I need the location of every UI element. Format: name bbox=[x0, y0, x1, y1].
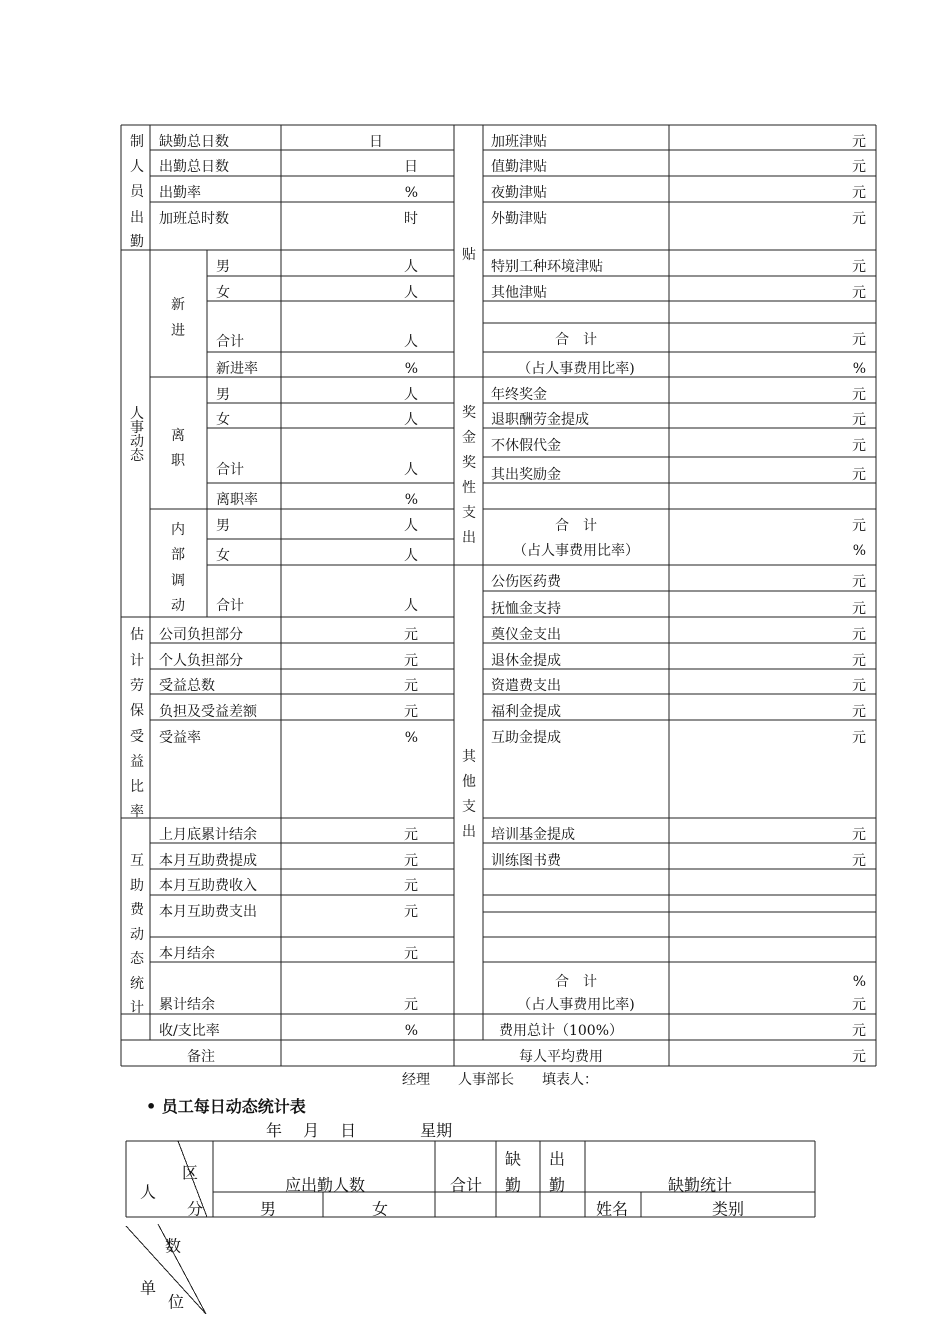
cells-cell-148: 元 bbox=[852, 1023, 866, 1039]
daily-cells-cell-5: 缺 bbox=[504, 1149, 522, 1169]
cells-cell-114: 福利金提成 bbox=[491, 704, 561, 720]
daily-table-cell-texts bbox=[140, 1150, 744, 1312]
cells-cell-124: 计 bbox=[130, 1000, 144, 1016]
cells-cell-7: 出勤总日数 bbox=[159, 159, 229, 175]
cells-cell-72: 退职酬劳金提成 bbox=[491, 412, 589, 428]
cells-cell-28: （占人事费用比率) bbox=[517, 361, 635, 377]
cells-cell-146: % bbox=[404, 1023, 418, 1039]
cells-cell-16: 值勤津贴 bbox=[491, 159, 547, 175]
daily-cells-cell-6: 勤 bbox=[504, 1175, 522, 1195]
daily-table-grid-lines bbox=[126, 1141, 815, 1314]
cells-cell-120: 费 bbox=[130, 902, 144, 918]
cells-cell-65: 金 bbox=[462, 430, 476, 446]
cells-cell-2: 员 bbox=[130, 184, 144, 200]
cells-cell-26: 合 计 bbox=[555, 332, 597, 348]
cells-cell-105: 他 bbox=[462, 774, 476, 790]
cells-cell-64: 奖 bbox=[462, 405, 476, 421]
cells-cell-74: 不休假代金 bbox=[491, 438, 561, 454]
daily-cells-cell-8: 勤 bbox=[548, 1175, 566, 1195]
cells-cell-47: 人 bbox=[404, 387, 418, 403]
cells-cell-88: 劳 bbox=[130, 678, 144, 694]
cells-cell-25: 元 bbox=[852, 285, 866, 301]
cells-cell-44: 离 bbox=[171, 428, 185, 444]
cells-cell-54: 内 bbox=[171, 522, 185, 538]
cells-cell-4: 勤 bbox=[130, 234, 144, 250]
cells-cell-80: （占人事费用比率） bbox=[513, 543, 639, 559]
daily-cells-cell-13: 类别 bbox=[711, 1199, 745, 1219]
cells-cell-131: 本月互助费支出 bbox=[159, 904, 257, 920]
cells-cell-86: 估 bbox=[130, 627, 144, 643]
cells-cell-8: 日 bbox=[404, 159, 418, 175]
cells-cell-112: 资遣费支出 bbox=[491, 678, 561, 694]
cells-cell-78: 合 计 bbox=[555, 518, 597, 534]
cells-cell-99: 元 bbox=[404, 678, 418, 694]
cells-cell-129: 本月互助费收入 bbox=[159, 878, 257, 894]
cells-cell-142: % bbox=[852, 974, 866, 990]
cells-cell-31: 事 bbox=[130, 420, 144, 436]
daily-cells-cell-16: 位 bbox=[167, 1292, 185, 1312]
cells-cell-113: 元 bbox=[852, 678, 866, 694]
cells-cell-97: 元 bbox=[404, 653, 418, 669]
cells-cell-79: 元 bbox=[852, 518, 866, 534]
cells-cell-20: 外勤津贴 bbox=[491, 211, 547, 227]
cells-cell-71: 元 bbox=[852, 387, 866, 403]
daily-cells-cell-10: 男 bbox=[259, 1199, 277, 1219]
cells-cell-84: 抚恤金支持 bbox=[491, 601, 561, 617]
cells-cell-126: 元 bbox=[404, 827, 418, 843]
cells-cell-110: 退休金提成 bbox=[491, 653, 561, 669]
cells-cell-92: 比 bbox=[130, 779, 144, 795]
cells-cell-116: 互助金提成 bbox=[491, 730, 561, 746]
daily-cells-cell-11: 女 bbox=[371, 1199, 389, 1219]
cells-cell-89: 保 bbox=[130, 703, 144, 719]
cells-cell-138: 元 bbox=[852, 827, 866, 843]
cells-cell-140: 元 bbox=[852, 853, 866, 869]
cells-cell-27: 元 bbox=[852, 332, 866, 348]
cells-cell-90: 受 bbox=[130, 729, 144, 745]
daily-cells-cell-7: 出 bbox=[548, 1149, 566, 1169]
cells-cell-21: 元 bbox=[852, 211, 866, 227]
daily-table-title: • 员工每日动态统计表 bbox=[146, 1097, 306, 1116]
cells-cell-56: 调 bbox=[171, 573, 185, 589]
cells-cell-122: 态 bbox=[130, 951, 144, 967]
cells-cell-98: 受益总数 bbox=[159, 678, 215, 694]
cells-cell-75: 元 bbox=[852, 438, 866, 454]
cells-cell-143: （占人事费用比率) bbox=[517, 997, 635, 1013]
cells-cell-57: 动 bbox=[171, 598, 185, 614]
daily-cells-cell-2: 分 bbox=[186, 1199, 204, 1219]
cells-cell-125: 上月底累计结余 bbox=[159, 827, 257, 843]
cells-cell-49: 人 bbox=[404, 412, 418, 428]
cells-cell-150: 每人平均费用 bbox=[519, 1049, 603, 1065]
cells-cell-23: 元 bbox=[852, 259, 866, 275]
cells-cell-81: % bbox=[852, 543, 866, 559]
daily-cells-cell-15: 单 bbox=[139, 1278, 157, 1298]
cells-cell-149: 备注 bbox=[187, 1049, 215, 1065]
cells-cell-70: 年终奖金 bbox=[491, 387, 547, 403]
cells-cell-13: 贴 bbox=[462, 247, 476, 263]
cells-cell-66: 奖 bbox=[462, 455, 476, 471]
cells-cell-85: 元 bbox=[852, 601, 866, 617]
cells-cell-147: 费用总计（100%） bbox=[498, 1023, 624, 1039]
cells-cell-40: 合计 bbox=[216, 334, 244, 350]
cells-cell-41: 人 bbox=[404, 334, 418, 350]
cells-cell-10: % bbox=[404, 185, 418, 201]
cells-cell-108: 奠仪金支出 bbox=[491, 627, 561, 643]
cells-cell-22: 特别工种环境津贴 bbox=[491, 259, 603, 275]
cells-cell-145: 收/支比率 bbox=[159, 1023, 220, 1039]
cells-cell-137: 培训基金提成 bbox=[491, 827, 575, 843]
cells-cell-39: 人 bbox=[404, 285, 418, 301]
cells-cell-95: 元 bbox=[404, 627, 418, 643]
cells-cell-0: 制 bbox=[130, 134, 144, 150]
cells-cell-42: 新进率 bbox=[216, 361, 258, 377]
cells-cell-111: 元 bbox=[852, 653, 866, 669]
cells-cell-15: 元 bbox=[852, 134, 866, 150]
daily-cells-cell-1: 区 bbox=[181, 1163, 199, 1183]
cells-cell-50: 合计 bbox=[216, 462, 244, 478]
cells-cell-34: 新 bbox=[171, 297, 185, 313]
cells-cell-52: 离职率 bbox=[216, 492, 258, 508]
cells-cell-18: 夜勤津贴 bbox=[491, 185, 547, 201]
table-cell-texts bbox=[130, 133, 866, 1065]
cells-cell-127: 本月互助费提成 bbox=[159, 853, 257, 869]
cells-cell-6: 日 bbox=[369, 134, 383, 150]
cells-cell-63: 人 bbox=[404, 598, 418, 614]
cells-cell-55: 部 bbox=[171, 547, 185, 563]
cells-cell-37: 人 bbox=[404, 259, 418, 275]
cells-cell-151: 元 bbox=[852, 1049, 866, 1065]
cells-cell-118: 互 bbox=[130, 853, 144, 869]
cells-cell-29: % bbox=[852, 361, 866, 377]
cells-cell-135: 累计结余 bbox=[159, 997, 215, 1013]
cells-cell-141: 合 计 bbox=[555, 974, 597, 990]
cells-cell-130: 元 bbox=[404, 878, 418, 894]
cells-cell-36: 男 bbox=[216, 259, 230, 275]
signature-line: 经理 人事部长 填表人： bbox=[402, 1072, 598, 1088]
date-line: 年 月 日 星期 bbox=[266, 1121, 453, 1140]
cells-cell-77: 元 bbox=[852, 467, 866, 483]
cells-cell-123: 统 bbox=[130, 976, 144, 992]
cells-cell-35: 进 bbox=[171, 323, 185, 339]
cells-cell-45: 职 bbox=[171, 453, 185, 469]
cells-cell-136: 元 bbox=[404, 997, 418, 1013]
daily-cells-cell-3: 应出勤人数 bbox=[284, 1175, 366, 1195]
cells-cell-132: 元 bbox=[404, 904, 418, 920]
cells-cell-69: 出 bbox=[462, 530, 476, 546]
cells-cell-139: 训练图书费 bbox=[491, 853, 561, 869]
cells-cell-96: 个人负担部分 bbox=[159, 653, 243, 669]
cells-cell-128: 元 bbox=[404, 853, 418, 869]
daily-cells-cell-0: 人 bbox=[139, 1182, 157, 1202]
cells-cell-134: 元 bbox=[404, 946, 418, 962]
cells-cell-61: 人 bbox=[404, 548, 418, 564]
cells-cell-24: 其他津贴 bbox=[491, 285, 547, 301]
cells-cell-11: 加班总时数 bbox=[159, 211, 229, 227]
cells-cell-38: 女 bbox=[216, 285, 230, 301]
cells-cell-12: 时 bbox=[404, 211, 418, 227]
cells-cell-121: 动 bbox=[130, 927, 144, 943]
cells-cell-94: 公司负担部分 bbox=[159, 627, 243, 643]
cells-cell-53: % bbox=[404, 492, 418, 508]
cells-cell-46: 男 bbox=[216, 387, 230, 403]
cells-cell-33: 态 bbox=[130, 448, 144, 464]
cells-cell-68: 支 bbox=[462, 505, 476, 521]
cells-cell-87: 计 bbox=[130, 653, 144, 669]
cells-cell-73: 元 bbox=[852, 412, 866, 428]
cells-cell-30: 人 bbox=[130, 406, 144, 422]
cells-cell-76: 其出奖励金 bbox=[491, 467, 561, 483]
daily-cells-cell-14: 数 bbox=[164, 1236, 182, 1256]
cells-cell-19: 元 bbox=[852, 185, 866, 201]
cells-cell-104: 其 bbox=[462, 749, 476, 765]
cells-cell-17: 元 bbox=[852, 159, 866, 175]
cells-cell-91: 益 bbox=[130, 754, 144, 770]
cells-cell-83: 元 bbox=[852, 574, 866, 590]
cells-cell-144: 元 bbox=[852, 997, 866, 1013]
cells-cell-14: 加班津贴 bbox=[491, 134, 547, 150]
cells-cell-93: 率 bbox=[130, 804, 144, 820]
cells-cell-102: 受益率 bbox=[159, 730, 201, 746]
cells-cell-133: 本月结余 bbox=[159, 946, 215, 962]
cells-cell-59: 人 bbox=[404, 518, 418, 534]
cells-cell-48: 女 bbox=[216, 412, 230, 428]
cells-cell-60: 女 bbox=[216, 548, 230, 564]
daily-cells-cell-12: 姓名 bbox=[595, 1199, 629, 1219]
cells-cell-106: 支 bbox=[462, 799, 476, 815]
daily-cells-cell-4: 合计 bbox=[449, 1175, 483, 1195]
cells-cell-117: 元 bbox=[852, 730, 866, 746]
cells-cell-82: 公伤医药费 bbox=[491, 574, 561, 590]
daily-cells-cell-9: 缺勤统计 bbox=[667, 1175, 733, 1195]
cells-cell-1: 人 bbox=[130, 159, 144, 175]
cells-cell-103: % bbox=[404, 730, 418, 746]
cells-cell-115: 元 bbox=[852, 704, 866, 720]
cells-cell-9: 出勤率 bbox=[159, 185, 201, 201]
cells-cell-51: 人 bbox=[404, 462, 418, 478]
cells-cell-107: 出 bbox=[462, 824, 476, 840]
cells-cell-58: 男 bbox=[216, 518, 230, 534]
cells-cell-32: 动 bbox=[130, 434, 144, 450]
cells-cell-67: 性 bbox=[462, 480, 476, 496]
cells-cell-100: 负担及受益差额 bbox=[159, 704, 257, 720]
cells-cell-3: 出 bbox=[130, 210, 144, 226]
cells-cell-109: 元 bbox=[852, 627, 866, 643]
cells-cell-5: 缺勤总日数 bbox=[159, 134, 229, 150]
cells-cell-43: % bbox=[404, 361, 418, 377]
cells-cell-101: 元 bbox=[404, 704, 418, 720]
cells-cell-119: 助 bbox=[130, 878, 144, 894]
cells-cell-62: 合计 bbox=[216, 598, 244, 614]
